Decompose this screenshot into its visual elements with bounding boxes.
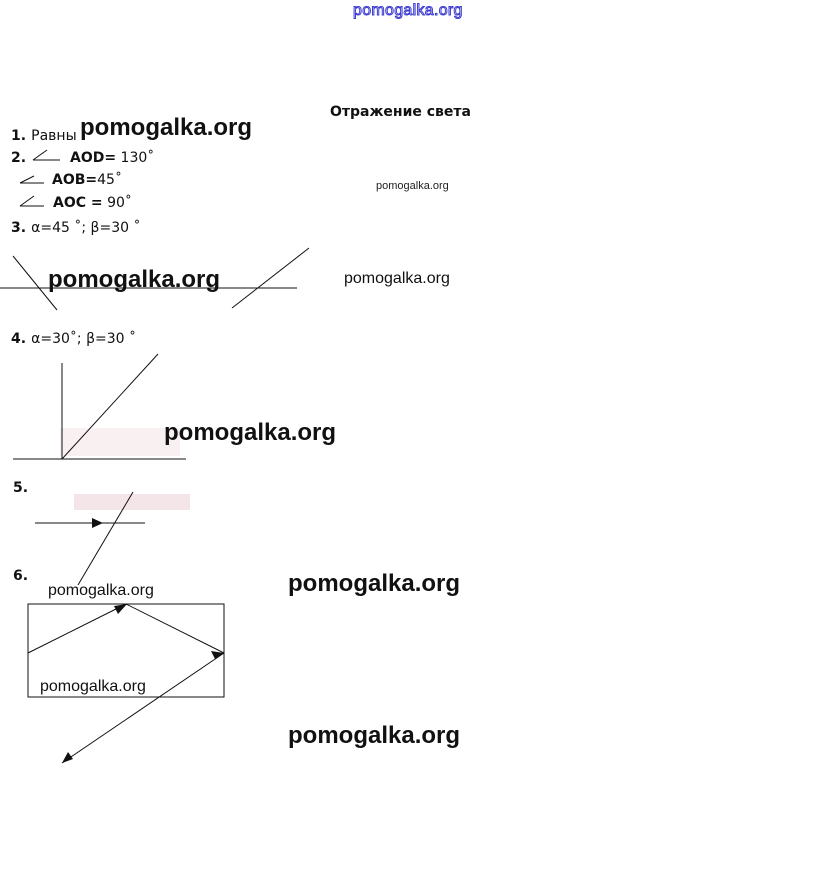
reflection-figure-4	[13, 354, 186, 459]
aod-value: 130˚	[116, 150, 155, 166]
watermark: pomogalka.org	[164, 419, 337, 446]
watermark: pomogalka.org	[80, 114, 253, 141]
item-6-number: 6.	[13, 568, 29, 584]
reflection-figure-6	[28, 604, 224, 763]
arrow-head-icon	[62, 752, 73, 763]
item-4-text: α=30˚; β=30 ˚	[31, 331, 137, 347]
watermark: pomogalka.org	[48, 266, 221, 293]
reflection-figure-5	[35, 492, 145, 585]
watermark: pomogalka.org	[376, 180, 449, 192]
watermark: pomogalka.org	[288, 722, 461, 749]
item-2-number: 2.	[11, 150, 27, 166]
watermark: pomogalka.org	[48, 582, 154, 599]
watermark: pomogalka.org	[344, 270, 450, 287]
item-4-number: 4.	[11, 331, 27, 347]
arrow-head-icon	[114, 604, 127, 614]
angle-icon	[20, 176, 44, 183]
aoc-value: 90˚	[102, 195, 132, 211]
item-3-text: α=45 ˚; β=30 ˚	[31, 220, 141, 236]
item-1-text: Равны	[31, 128, 77, 144]
aod-label: AOD=	[70, 150, 117, 166]
angle-icon	[20, 196, 44, 206]
item-3-number: 3.	[11, 220, 27, 236]
item-1-number: 1.	[11, 128, 27, 144]
arrow-head-icon	[92, 518, 103, 528]
watermark-top: pomogalka.org	[353, 2, 463, 19]
mirror-figure-3	[0, 248, 309, 310]
aob-value: 45˚	[97, 172, 122, 188]
page-title: Отражение света	[330, 104, 471, 120]
aoc-label: AOC =	[53, 195, 103, 211]
watermark: pomogalka.org	[40, 678, 146, 695]
item-5-number: 5.	[13, 480, 29, 496]
angle-icon	[33, 150, 60, 160]
aob-label: AOB=	[52, 172, 98, 188]
watermark: pomogalka.org	[288, 570, 461, 597]
